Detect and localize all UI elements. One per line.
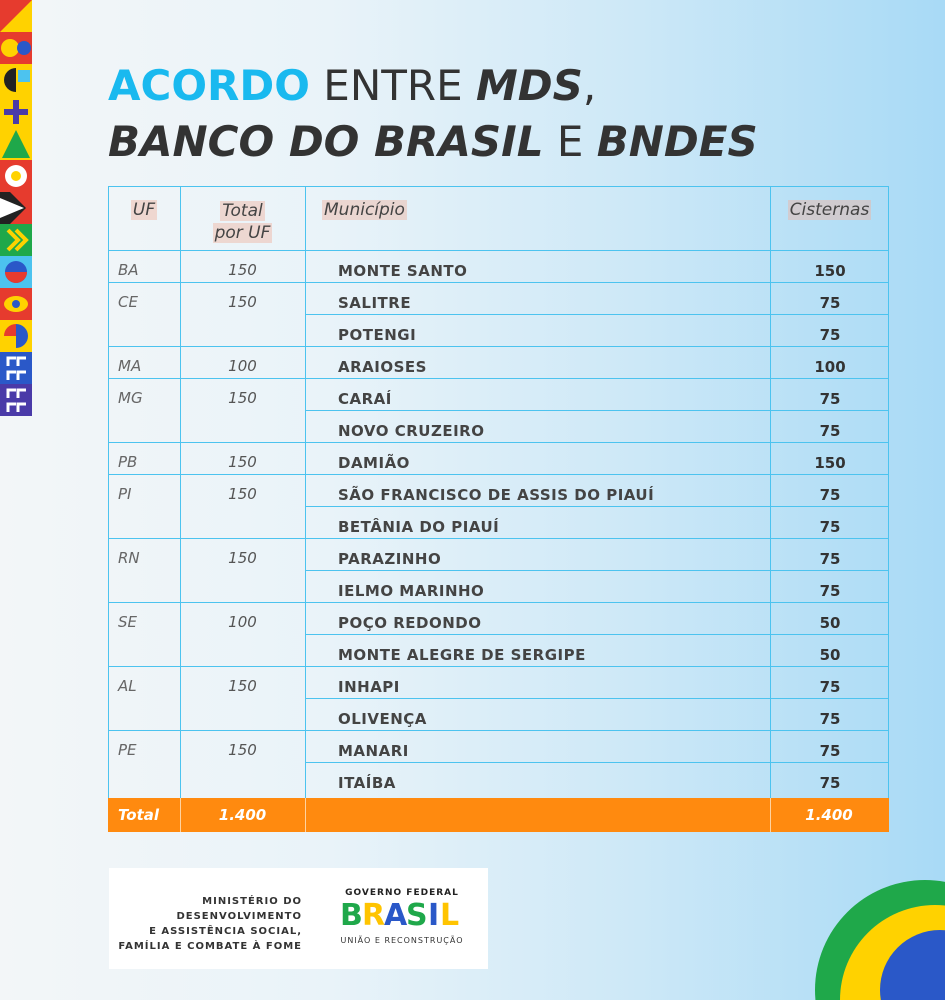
municipio-cell: POÇO REDONDO — [338, 614, 482, 632]
municipio-cell: MANARI — [338, 742, 409, 760]
total-por-uf-cell: 150 — [228, 261, 257, 279]
brand-letter-i: I — [428, 898, 440, 933]
total-por-uf-cell: 150 — [228, 293, 257, 311]
uf-cell: PI — [118, 485, 132, 503]
strip-block-12 — [0, 352, 32, 384]
row-divider — [108, 442, 889, 443]
title-banco-do-brasil: BANCO DO BRASIL — [108, 117, 544, 166]
brand-letter-l: L — [440, 898, 460, 933]
uf-cell: BA — [118, 261, 139, 279]
strip-block-4 — [0, 96, 32, 128]
total-por-uf-cell: 100 — [228, 357, 257, 375]
decorative-strip — [0, 0, 32, 416]
cisternas-cell: 150 — [814, 262, 846, 280]
cisternas-cell: 75 — [819, 774, 841, 792]
total-por-uf-cell: 150 — [228, 389, 257, 407]
row-divider — [108, 666, 889, 667]
gov-title: GOVERNO FEDERAL — [345, 888, 459, 898]
row-divider — [108, 730, 889, 731]
title-acordo: ACORDO — [108, 61, 310, 110]
strip-block-3 — [0, 64, 32, 96]
title-mds: MDS — [475, 61, 583, 110]
page-title — [108, 58, 758, 170]
municipio-cell: NOVO CRUZEIRO — [338, 422, 485, 440]
footer-logos — [109, 868, 488, 969]
total-por-uf-cell: 150 — [228, 741, 257, 759]
strip-block-2 — [0, 32, 32, 64]
brand-letter-a: A — [384, 898, 408, 933]
total-row — [108, 798, 889, 832]
ministry-line-3: E ASSISTÊNCIA SOCIAL, — [149, 926, 302, 937]
municipio-cell: ITAÍBA — [338, 774, 396, 792]
brand-letter-s: S — [406, 898, 428, 933]
title-comma: , — [582, 61, 597, 110]
strip-block-6 — [0, 160, 32, 192]
strip-block-8 — [0, 224, 32, 256]
uf-cell: AL — [118, 677, 137, 695]
total-por-uf-cell: 150 — [228, 549, 257, 567]
total-label: Total — [118, 806, 160, 824]
row-divider — [305, 698, 889, 699]
strip-block-13 — [0, 384, 32, 416]
cisternas-cell: 75 — [819, 294, 841, 312]
header-cisternas: Cisternas — [789, 200, 870, 220]
header-total-por-uf: Total por UF — [214, 201, 271, 243]
total-por-uf-cell: 150 — [228, 453, 257, 471]
cisternas-cell: 75 — [819, 550, 841, 568]
uf-cell: MG — [118, 389, 143, 407]
header-divider — [108, 250, 889, 251]
uf-cell: SE — [118, 613, 137, 631]
brasil-wordmark — [338, 900, 466, 932]
ministry-name — [118, 894, 302, 954]
municipio-cell: INHAPI — [338, 678, 400, 696]
municipio-cell: ARAIOSES — [338, 358, 427, 376]
row-divider — [108, 602, 889, 603]
cisternas-cell: 75 — [819, 742, 841, 760]
total-por-uf-cell: 150 — [228, 677, 257, 695]
cisternas-cell: 75 — [819, 710, 841, 728]
cisternas-cell: 75 — [819, 582, 841, 600]
title-entre: ENTRE — [309, 61, 476, 110]
municipio-cell: MONTE SANTO — [338, 262, 468, 280]
municipio-cell: BETÂNIA DO PIAUÍ — [338, 518, 500, 536]
municipio-cell: OLIVENÇA — [338, 710, 427, 728]
total-por-uf-value: 1.400 — [218, 806, 267, 824]
cisternas-cell: 50 — [819, 614, 841, 632]
cisternas-cell: 75 — [819, 390, 841, 408]
row-divider — [108, 346, 889, 347]
strip-block-1 — [0, 0, 32, 32]
total-cisternas-value: 1.400 — [805, 806, 853, 824]
header-uf: UF — [132, 200, 156, 220]
municipio-cell: CARAÍ — [338, 390, 392, 408]
strip-block-10 — [0, 288, 32, 320]
strip-block-7 — [0, 192, 32, 224]
row-divider — [108, 282, 889, 283]
uf-cell: PB — [118, 453, 138, 471]
column-divider-2 — [305, 186, 306, 798]
brand-letter-r: R — [362, 898, 386, 933]
cisternas-cell: 50 — [819, 646, 841, 664]
cisternas-cell: 75 — [819, 486, 841, 504]
strip-block-5 — [0, 128, 32, 160]
uf-cell: MA — [118, 357, 142, 375]
strip-block-9 — [0, 256, 32, 288]
row-divider — [305, 506, 889, 507]
municipio-cell: IELMO MARINHO — [338, 582, 485, 600]
ministry-line-2: DESENVOLVIMENTO — [176, 911, 302, 922]
brand-letter-b: B — [340, 898, 363, 933]
row-divider — [108, 474, 889, 475]
row-divider — [305, 634, 889, 635]
municipio-cell: SALITRE — [338, 294, 412, 312]
ministry-line-4: FAMÍLIA E COMBATE À FOME — [118, 941, 302, 952]
municipio-cell: SÃO FRANCISCO DE ASSIS DO PIAUÍ — [338, 486, 655, 504]
cisternas-cell: 75 — [819, 422, 841, 440]
total-por-uf-cell: 100 — [228, 613, 257, 631]
title-e: E — [543, 117, 597, 166]
uf-cell: CE — [118, 293, 138, 311]
municipio-cell: DAMIÃO — [338, 454, 410, 472]
row-divider — [108, 378, 889, 379]
municipio-cell: PARAZINHO — [338, 550, 442, 568]
cisternas-cell: 150 — [814, 454, 846, 472]
row-divider — [108, 538, 889, 539]
strip-block-11 — [0, 320, 32, 352]
total-por-uf-cell: 150 — [228, 485, 257, 503]
brazil-flag-corner — [805, 840, 945, 1000]
row-divider — [305, 314, 889, 315]
ministry-line-1: MINISTÉRIO DO — [202, 896, 302, 907]
uf-cell: PE — [118, 741, 137, 759]
municipio-cell: POTENGI — [338, 326, 417, 344]
header-municipio: Município — [324, 200, 405, 220]
municipio-cell: MONTE ALEGRE DE SERGIPE — [338, 646, 586, 664]
row-divider — [305, 570, 889, 571]
row-divider — [305, 762, 889, 763]
row-divider — [305, 410, 889, 411]
uf-cell: RN — [118, 549, 140, 567]
cisternas-cell: 75 — [819, 678, 841, 696]
cisternas-cell: 75 — [819, 326, 841, 344]
cisternas-cell: 75 — [819, 518, 841, 536]
gov-subtitle: UNIÃO E RECONSTRUÇÃO — [340, 936, 464, 945]
title-bndes: BNDES — [596, 117, 758, 166]
governo-federal-logo — [337, 888, 467, 945]
cisternas-cell: 100 — [814, 358, 846, 376]
